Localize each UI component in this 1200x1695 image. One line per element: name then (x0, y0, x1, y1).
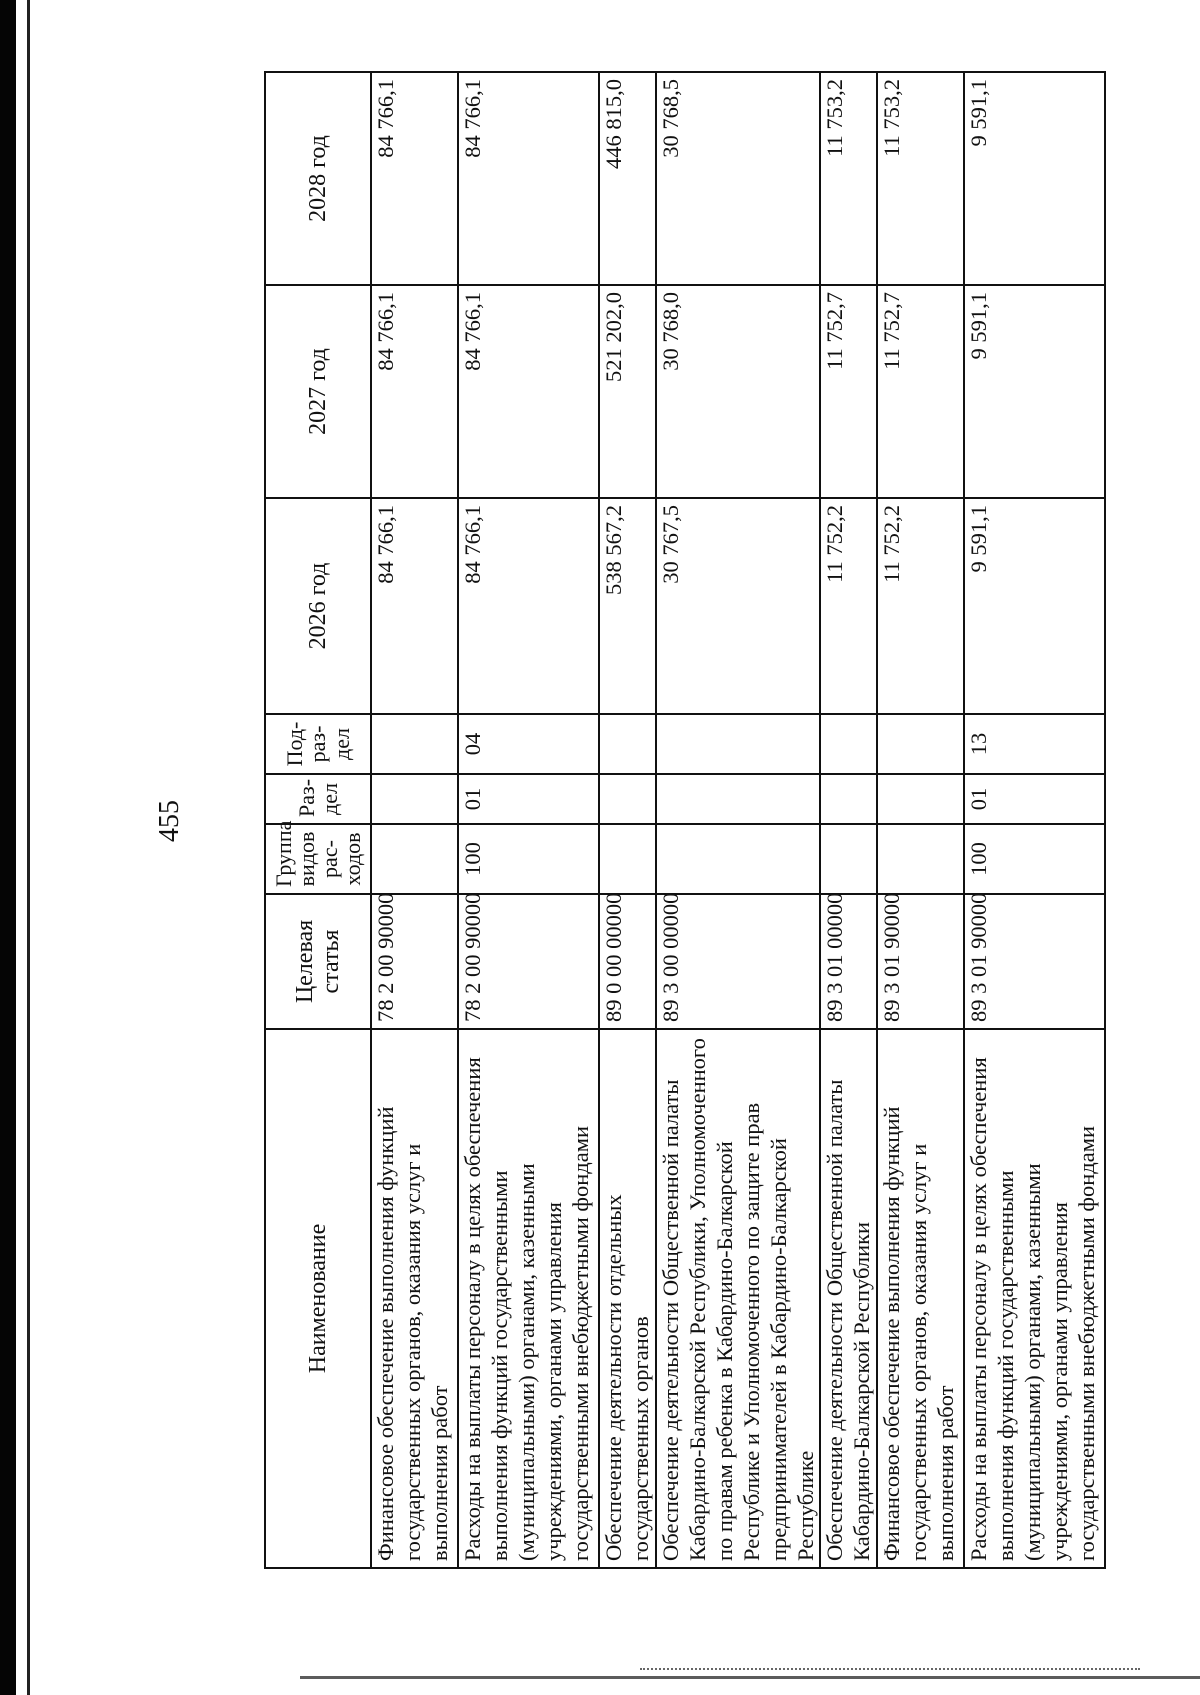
row-year-2026: 30 767,5 (656, 498, 820, 714)
row-year-2028: 446 815,0 (599, 72, 656, 285)
row-subsection (656, 714, 820, 774)
header-name: Наименование (265, 1029, 371, 1568)
row-expense-group (656, 824, 820, 894)
row-name: Обеспечение деятельности Общественной палаты Кабардино-Балкарской Республики, Уполномоченного по правам ребенка в Кабардино-Балкарской Республике и Уполномоченного по защите прав предпринимателей в Кабардино-Балкарской Республике (656, 1029, 820, 1568)
row-target-article: 89 3 01 00000 (820, 894, 877, 1029)
row-subsection (820, 714, 877, 774)
row-year-2027: 84 766,1 (371, 285, 458, 498)
row-target-article: 89 3 01 90000 (964, 894, 1105, 1029)
page-number: 455 (154, 800, 185, 842)
scan-bottom-noise (640, 1668, 1140, 1672)
header-target-article: Целевая статья (265, 894, 371, 1029)
table-row (371, 72, 458, 1568)
row-expense-group: 100 (458, 824, 599, 894)
row-target-article: 78 2 00 90000 (371, 894, 458, 1029)
table-row (820, 72, 877, 1568)
row-year-2027: 11 752,7 (820, 285, 877, 498)
table-row (656, 72, 820, 1568)
row-year-2026: 84 766,1 (371, 498, 458, 714)
row-subsection: 13 (964, 714, 1105, 774)
row-name: Финансовое обеспечение выполнения функций государственных органов, оказания услуг и выполнения работ (371, 1029, 458, 1568)
row-year-2027: 9 591,1 (964, 285, 1105, 498)
header-subsection: Под-раз-дел (265, 714, 371, 774)
row-year-2026: 11 752,2 (877, 498, 964, 714)
row-subsection: 04 (458, 714, 599, 774)
row-target-article: 89 3 01 90000 (877, 894, 964, 1029)
row-year-2028: 84 766,1 (458, 72, 599, 285)
row-target-article: 89 0 00 00000 (599, 894, 656, 1029)
row-year-2027: 11 752,7 (877, 285, 964, 498)
row-year-2028: 11 753,2 (820, 72, 877, 285)
table-row (877, 72, 964, 1568)
row-year-2028: 11 753,2 (877, 72, 964, 285)
row-year-2027: 30 768,0 (656, 285, 820, 498)
row-section: 01 (458, 774, 599, 824)
header-section: Раз-дел (265, 774, 371, 824)
header-expense-group: Группа видов рас-ходов (265, 824, 371, 894)
header-year-2027: 2027 год (265, 285, 371, 498)
row-expense-group: 100 (964, 824, 1105, 894)
row-section (599, 774, 656, 824)
row-year-2027: 521 202,0 (599, 285, 656, 498)
rotated-page (136, 61, 1099, 1581)
table-row (964, 72, 1105, 1568)
row-expense-group (371, 824, 458, 894)
table-row (458, 72, 599, 1568)
row-name: Расходы на выплаты персоналу в целях обеспечения выполнения функций государственными (муниципальными) органами, казенными учреждениями, органами управления государственными внебюджетными фондами (964, 1029, 1105, 1568)
row-subsection (599, 714, 656, 774)
row-year-2028: 30 768,5 (656, 72, 820, 285)
row-subsection (371, 714, 458, 774)
row-expense-group (599, 824, 656, 894)
row-subsection (877, 714, 964, 774)
row-section: 01 (964, 774, 1105, 824)
row-target-article: 89 3 00 00000 (656, 894, 820, 1029)
row-year-2026: 538 567,2 (599, 498, 656, 714)
row-year-2026: 11 752,2 (820, 498, 877, 714)
row-year-2027: 84 766,1 (458, 285, 599, 498)
row-year-2026: 9 591,1 (964, 498, 1105, 714)
table-header-row (265, 72, 371, 1568)
row-name: Финансовое обеспечение выполнения функций государственных органов, оказания услуг и выполнения работ (877, 1029, 964, 1568)
table-row (599, 72, 656, 1568)
row-section (820, 774, 877, 824)
header-year-2028: 2028 год (265, 72, 371, 285)
row-section (656, 774, 820, 824)
row-name: Обеспечение деятельности отдельных государственных органов (599, 1029, 656, 1568)
scan-edge-line (27, 0, 30, 1695)
row-target-article: 78 2 00 90000 (458, 894, 599, 1029)
row-name: Обеспечение деятельности Общественной палаты Кабардино-Балкарской Республики (820, 1029, 877, 1568)
row-year-2028: 9 591,1 (964, 72, 1105, 285)
budget-table (264, 71, 1106, 1569)
scan-bottom-line (300, 1676, 1200, 1679)
header-year-2026: 2026 год (265, 498, 371, 714)
row-year-2026: 84 766,1 (458, 498, 599, 714)
row-expense-group (877, 824, 964, 894)
row-expense-group (820, 824, 877, 894)
row-section (877, 774, 964, 824)
scan-edge-bar (0, 0, 16, 1695)
row-name: Расходы на выплаты персоналу в целях обеспечения выполнения функций государственными (муниципальными) органами, казенными учреждениями, органами управления государственными внебюджетными фондами (458, 1029, 599, 1568)
row-section (371, 774, 458, 824)
row-year-2028: 84 766,1 (371, 72, 458, 285)
